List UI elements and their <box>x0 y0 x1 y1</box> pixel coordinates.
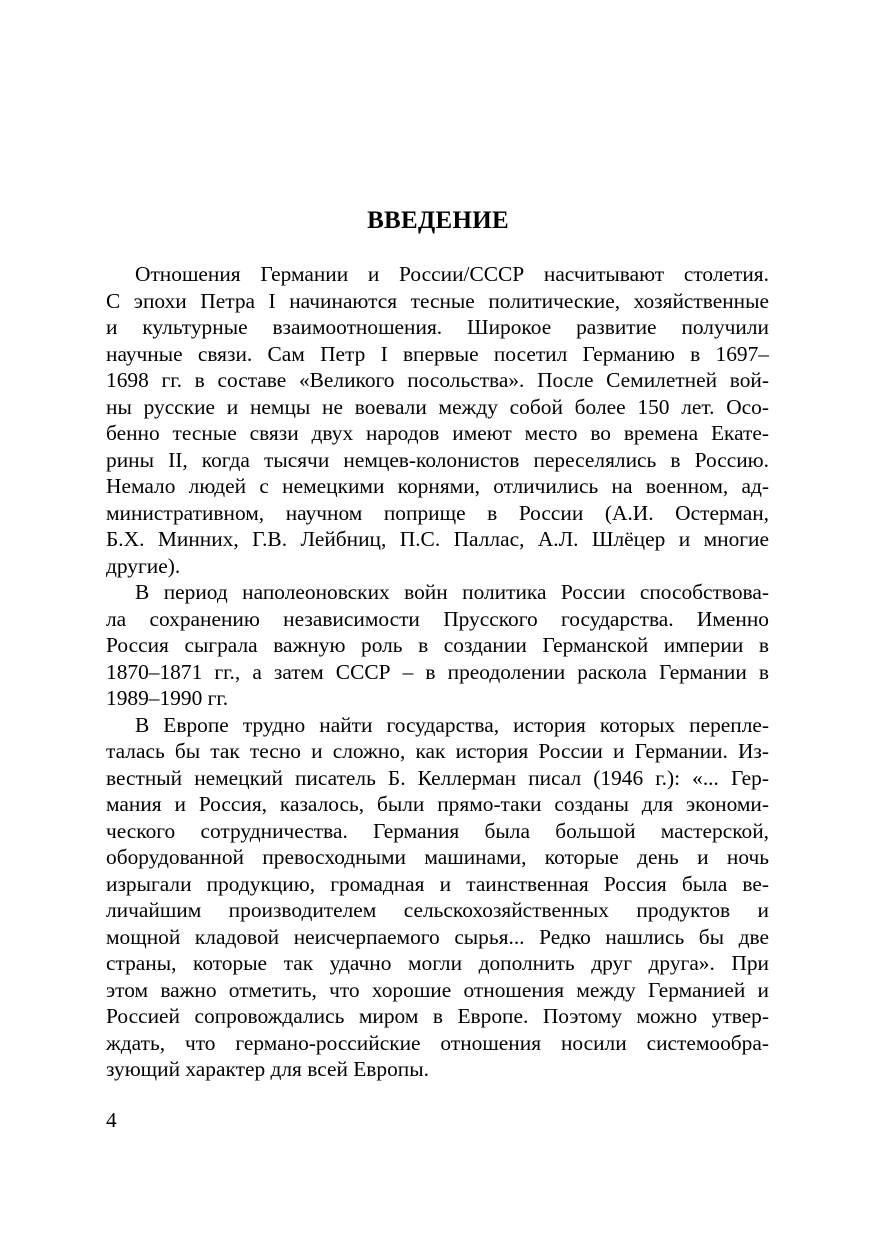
text-line: Россией сопровождались миром в Европе. Поэтому можно утвер- <box>106 1004 769 1028</box>
text-line: министративном, научном поприще в России (А.И. Остерман, <box>106 500 769 525</box>
text-line: Россия сыграла важную роль в создании Германской империи в <box>106 633 769 657</box>
text-line: ла сохранению независимости Прусского государства. Именно <box>106 606 769 631</box>
text-line: Отношения Германии и России/СССР насчитывают столетия. <box>135 262 769 286</box>
body-text <box>106 261 769 1083</box>
text-line: 1698 гг. в составе «Великого посольства». После Семилетней вой- <box>106 368 769 392</box>
text-line: оборудованной превосходными машинами, которые день и ночь <box>106 845 769 869</box>
paragraph-2 <box>106 579 769 712</box>
text-line: и культурные взаимоотношения. Широкое развитие получили <box>106 315 769 339</box>
page-title: ВВЕДЕНИЕ <box>367 207 509 234</box>
paragraph-1 <box>106 261 769 579</box>
text-line: 1989–1990 гг. <box>106 686 229 710</box>
text-line: В Европе трудно найти государства, история которых перепле- <box>135 712 769 737</box>
text-line: мощной кладовой неисчерпаемого сырья... Редко нашлись бы две <box>106 924 769 949</box>
text-line: талась бы так тесно и сложно, как история России и Германии. Из- <box>106 739 769 763</box>
text-line: другие). <box>106 553 181 578</box>
page-number: 4 <box>106 1108 117 1132</box>
text-line: бенно тесные связи двух народов имеют место во времена Екате- <box>106 421 769 445</box>
text-line: этом важно отметить, что хорошие отношения между Германией и <box>106 977 769 1002</box>
paragraph-3 <box>106 712 769 1083</box>
text-line: ческого сотрудничества. Германия была большой мастерской, <box>106 818 769 843</box>
text-line: Б.Х. Минних, Г.В. Лейбниц, П.С. Паллас, А.Л. Шлёцер и многие <box>106 527 769 551</box>
text-line: личайшим производителем сельскохозяйственных продуктов и <box>106 898 769 922</box>
text-line: изрыгали продукцию, громадная и таинственная Россия была ве- <box>106 871 769 896</box>
text-line: С эпохи Петра I начинаются тесные политические, хозяйственные <box>106 288 769 313</box>
text-line: ны русские и немцы не воевали между собой более 150 лет. Осо- <box>106 394 769 419</box>
text-line: ждать, что германо-российские отношения носили системообра- <box>106 1030 769 1055</box>
text-line: научные связи. Сам Петр I впервые посетил Германию в 1697– <box>106 341 769 366</box>
text-line: 1870–1871 гг., а затем СССР – в преодолении раскола Германии в <box>106 659 769 684</box>
text-line: мания и Россия, казалось, были прямо-таки созданы для экономи- <box>106 792 769 816</box>
text-line: В период наполеоновских войн политика России способствова- <box>135 580 769 604</box>
text-line: рины II, когда тысячи немцев-колонистов переселялись в Россию. <box>106 447 769 472</box>
text-line: зующий характер для всей Европы. <box>106 1057 429 1081</box>
text-line: вестный немецкий писатель Б. Келлерман писал (1946 г.): «... Гер- <box>106 765 769 790</box>
text-line: Немало людей с немецкими корнями, отличились на военном, ад- <box>106 474 769 498</box>
text-line: страны, которые так удачно могли дополнить друг друга». При <box>106 951 769 975</box>
